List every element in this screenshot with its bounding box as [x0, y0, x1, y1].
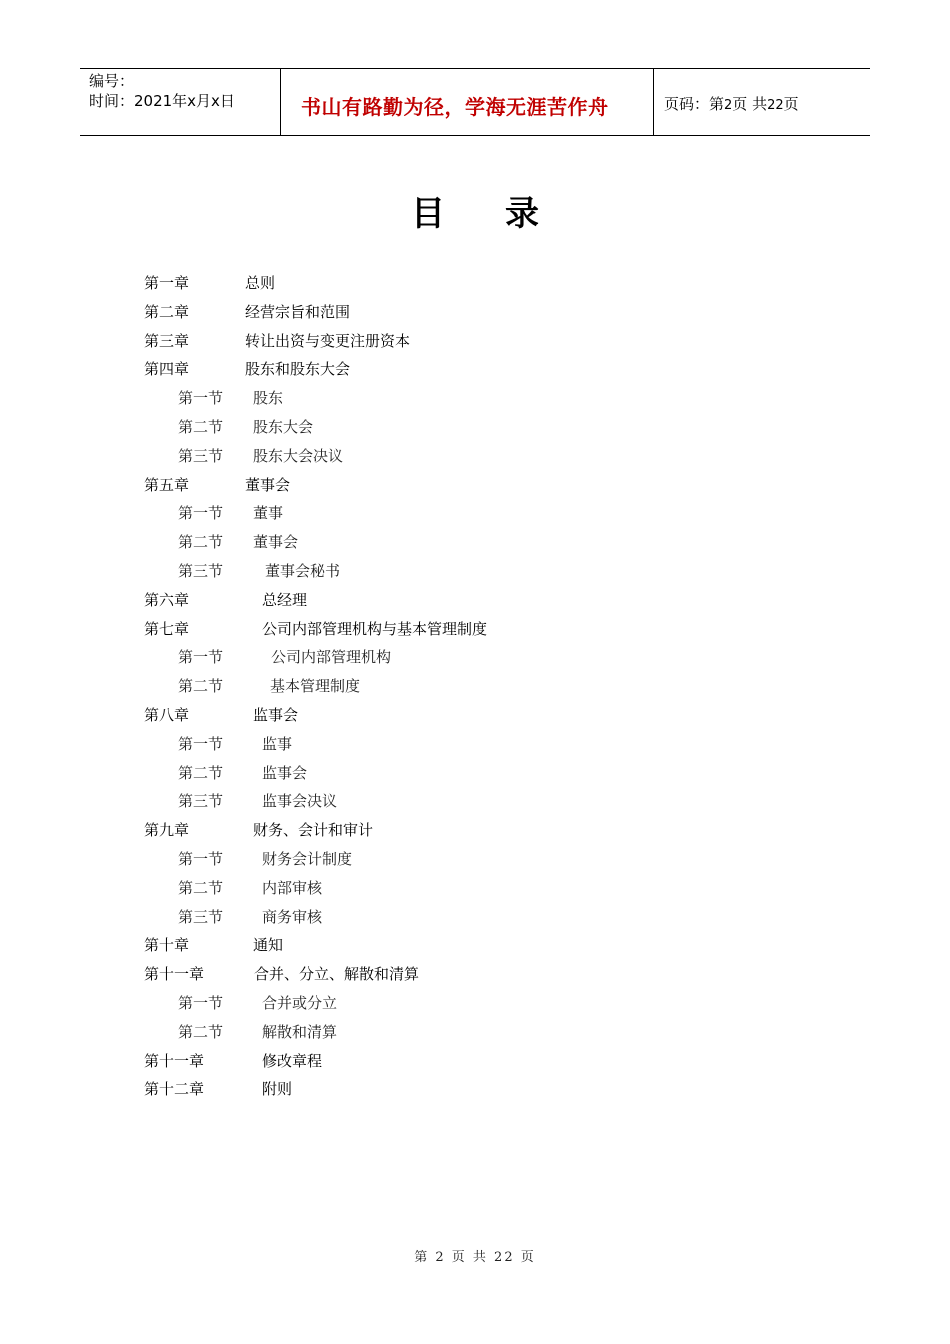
toc-entry-title: 总经理 — [262, 590, 308, 609]
table-of-contents — [0, 268, 950, 1103]
toc-chapter-row — [0, 297, 950, 326]
toc-chapter-row — [0, 354, 950, 383]
header-page-info — [654, 69, 870, 135]
toc-entry-label: 第八章 — [144, 705, 190, 724]
toc-entry-label: 第一章 — [144, 274, 190, 292]
toc-entry-label: 第七章 — [144, 619, 190, 638]
toc-entry-title: 公司内部管理机构 — [271, 648, 392, 667]
toc-entry-label: 第三节 — [178, 907, 224, 926]
toc-entry-label: 第二节 — [178, 533, 224, 552]
header-motto: 书山有路勤为径，学海无涯苦作舟 — [301, 95, 609, 119]
toc-entry-title: 解散和清算 — [262, 1022, 338, 1041]
toc-entry-label: 第六章 — [144, 590, 190, 609]
toc-section-row — [0, 527, 950, 556]
toc-section-row — [0, 758, 950, 787]
toc-entry-title: 监事会 — [253, 705, 299, 724]
toc-entry-label: 第九章 — [144, 821, 190, 840]
toc-section-row — [0, 902, 950, 931]
toc-entry-title: 转让出资与变更注册资本 — [245, 331, 411, 350]
toc-entry-title: 监事会 — [262, 763, 308, 782]
toc-entry-label: 第三节 — [178, 561, 224, 580]
toc-section-row — [0, 1017, 950, 1046]
toc-chapter-row — [0, 268, 950, 297]
toc-section-row — [0, 873, 950, 902]
header-time: 时间：2021年x月x日 — [89, 92, 235, 110]
toc-chapter-row — [0, 585, 950, 614]
header-page-post: 页 — [783, 95, 799, 113]
toc-section-row — [0, 844, 950, 873]
toc-entry-label: 第一节 — [178, 389, 224, 408]
toc-entry-title: 董事会 — [253, 533, 299, 552]
toc-entry-title: 基本管理制度 — [270, 677, 361, 696]
toc-entry-label: 第三章 — [144, 331, 190, 350]
toc-entry-title: 经营宗旨和范围 — [245, 302, 351, 321]
toc-entry-title: 商务审核 — [262, 907, 323, 926]
toc-entry-title: 股东大会 — [253, 417, 314, 436]
toc-chapter-row — [0, 470, 950, 499]
toc-entry-label: 第二节 — [178, 763, 224, 782]
page-footer: 第 2 页 共 22 页 — [414, 1250, 536, 1265]
toc-entry-title: 合并、分立、解散和清算 — [254, 965, 420, 984]
toc-entry-title: 公司内部管理机构与基本管理制度 — [262, 619, 488, 638]
page-title: 目录 — [411, 194, 599, 234]
toc-chapter-row — [0, 959, 950, 988]
toc-entry-title: 董事 — [253, 504, 284, 523]
toc-entry-label: 第五章 — [144, 475, 190, 494]
toc-entry-label: 第十一章 — [144, 965, 205, 984]
toc-chapter-row — [0, 1074, 950, 1103]
toc-section-row — [0, 786, 950, 815]
header-meta — [80, 69, 281, 135]
toc-entry-title: 通知 — [253, 936, 284, 955]
toc-entry-title: 修改章程 — [262, 1051, 323, 1070]
toc-entry-label: 第四章 — [144, 360, 190, 379]
toc-chapter-row — [0, 1046, 950, 1075]
toc-entry-title: 内部审核 — [262, 878, 323, 897]
toc-entry-label: 第二章 — [144, 302, 190, 321]
toc-entry-title: 合并或分立 — [262, 993, 338, 1012]
toc-entry-label: 第三节 — [178, 446, 224, 465]
toc-entry-label: 第二节 — [178, 878, 224, 897]
header-motto-cell — [281, 69, 654, 135]
toc-entry-title: 董事会秘书 — [265, 561, 341, 580]
toc-section-row — [0, 412, 950, 441]
toc-chapter-row — [0, 815, 950, 844]
toc-entry-label: 第一节 — [178, 993, 224, 1012]
toc-entry-label: 第一节 — [178, 648, 224, 667]
toc-chapter-row — [0, 700, 950, 729]
toc-entry-title: 监事 — [262, 734, 293, 753]
toc-entry-title: 总则 — [245, 274, 276, 292]
page-header — [80, 68, 870, 136]
header-number: 编号： — [89, 72, 135, 90]
header-page-mid: 页 共 — [732, 95, 768, 113]
toc-entry-label: 第十一章 — [144, 1051, 205, 1070]
toc-entry-title: 附则 — [262, 1080, 293, 1099]
toc-entry-label: 第一节 — [178, 734, 224, 753]
toc-section-row — [0, 671, 950, 700]
toc-entry-label: 第一节 — [178, 504, 224, 523]
toc-entry-label: 第一节 — [178, 849, 224, 868]
toc-section-row — [0, 729, 950, 758]
toc-entry-title: 股东和股东大会 — [245, 360, 351, 379]
toc-entry-title: 财务、会计和审计 — [253, 821, 374, 840]
toc-entry-title: 董事会 — [245, 475, 291, 494]
toc-entry-title: 财务会计制度 — [262, 849, 353, 868]
toc-entry-title: 股东大会决议 — [253, 446, 344, 465]
toc-entry-label: 第十二章 — [144, 1080, 205, 1099]
toc-entry-label: 第三节 — [178, 792, 224, 811]
toc-chapter-row — [0, 326, 950, 355]
toc-section-row — [0, 498, 950, 527]
toc-section-row — [0, 556, 950, 585]
toc-section-row — [0, 988, 950, 1017]
toc-section-row — [0, 383, 950, 412]
toc-section-row — [0, 441, 950, 470]
toc-section-row — [0, 642, 950, 671]
toc-chapter-row — [0, 930, 950, 959]
toc-entry-label: 第二节 — [178, 417, 224, 436]
toc-entry-label: 第十章 — [144, 936, 190, 955]
toc-entry-label: 第二节 — [178, 677, 224, 696]
toc-entry-title: 监事会决议 — [262, 792, 338, 811]
toc-entry-label: 第二节 — [178, 1022, 224, 1041]
toc-chapter-row — [0, 614, 950, 643]
header-page-num: 2 — [724, 98, 733, 113]
header-page-total: 22 — [767, 98, 784, 113]
header-page-pre: 页码：第 — [664, 95, 725, 113]
toc-entry-title: 股东 — [253, 389, 284, 408]
